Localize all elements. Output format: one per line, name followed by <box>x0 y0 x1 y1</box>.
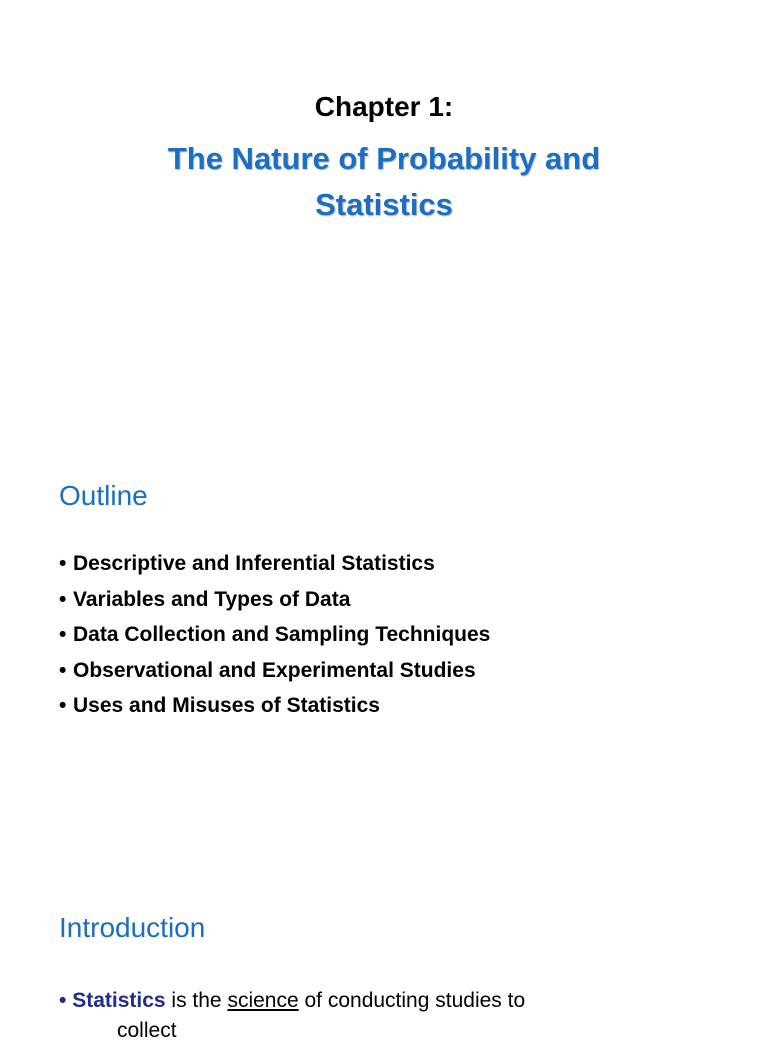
bullet-icon: • <box>59 658 67 682</box>
list-item <box>59 617 768 653</box>
outline-item-label: Data Collection and Sampling Techniques <box>73 623 491 646</box>
chapter-title-line-2: Statistics <box>315 187 453 222</box>
intro-next-line: collect <box>117 1019 177 1042</box>
outline-list <box>0 546 768 724</box>
outline-item-label: Variables and Types of Data <box>73 587 351 611</box>
outline-item-label: Descriptive and Inferential Statistics <box>73 552 435 575</box>
list-item <box>59 688 768 724</box>
intro-paragraph <box>59 986 768 1016</box>
intro-text-before: is the <box>165 989 228 1012</box>
intro-text-after: of conducting studies to <box>298 989 526 1012</box>
introduction-slide <box>0 908 768 1046</box>
bullet-icon: • <box>59 552 67 575</box>
chapter-label: Chapter 1: <box>314 91 454 122</box>
bullet-icon: • <box>59 694 67 717</box>
title-slide <box>0 80 768 228</box>
outline-item-label: Observational and Experimental Studies <box>73 658 476 682</box>
term-statistics: Statistics <box>72 989 166 1012</box>
outline-heading: Outline <box>59 480 148 511</box>
outline-item-label: Uses and Misuses of Statistics <box>73 694 380 717</box>
chapter-title-line-1: The Nature of Probability and <box>167 141 601 176</box>
bullet-icon: • <box>59 623 67 646</box>
bullet-icon: • <box>59 989 67 1012</box>
list-item <box>59 582 768 618</box>
underlined-word: science <box>227 989 299 1012</box>
outline-slide <box>0 476 768 724</box>
list-item <box>59 653 768 689</box>
chapter-title <box>0 136 768 228</box>
bullet-icon: • <box>59 587 67 611</box>
introduction-heading: Introduction <box>59 912 206 943</box>
list-item <box>59 546 768 582</box>
